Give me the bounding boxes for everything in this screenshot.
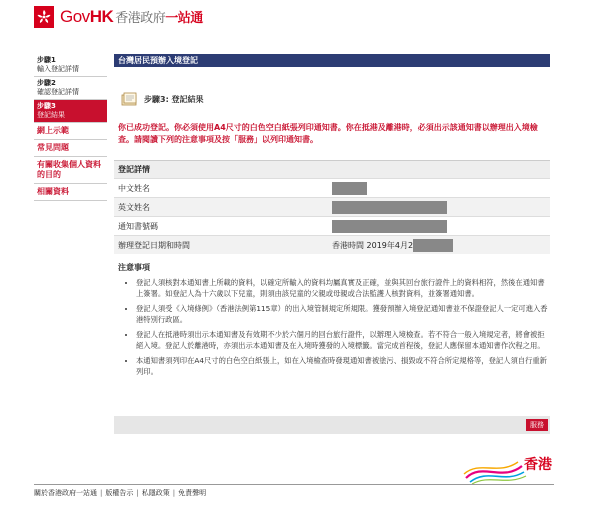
list-item: • 本通知書須列印在A4尺寸的白色空白紙張上，如在入境檢查時發現通知書被塗污、損毀或不符合所定規格等，登記人須自行重新列印。	[136, 355, 550, 377]
notes-section	[114, 262, 550, 381]
table-row	[114, 197, 550, 216]
footer-link-copyright[interactable]: 版權告示	[105, 489, 134, 497]
print-bar	[114, 416, 550, 434]
table-row	[114, 235, 550, 254]
document-icon	[120, 91, 140, 107]
list-item: • 登記人須核對本通知書上所載的資料，以確定所輸入的資料均屬真實及正確，並與其回台旅行證件上的資料相符，然後在通知書上簽署。如登記人為十六歲以下兒童，則須由該兒童的父親或母親或合法監護人核對資料，並簽署通知書。	[136, 277, 550, 299]
sidebar-step-2	[34, 77, 107, 100]
list-item: • 登記人須受《入境條例》（香港法例第115章）的出入境管制規定所規限。獲發預辦入境登記通知書並不保證登記人一定可進入香港特別行政區。	[136, 303, 550, 325]
step-title: 步驟3	[37, 102, 56, 110]
redacted-block	[413, 239, 453, 252]
step-heading-label: 步驟3: 登記結果	[144, 94, 204, 104]
footer	[34, 484, 554, 498]
sidebar-link-demo[interactable]: 網上示範	[34, 123, 107, 140]
step-label: 登記結果	[37, 111, 65, 119]
logo-zh2: 一站通	[165, 10, 203, 25]
sidebar-link-related-info[interactable]: 相關資料	[34, 184, 107, 201]
page-title: 台灣居民預辦入境登記	[114, 54, 550, 67]
row-label: 中文姓名	[118, 183, 150, 193]
divider: |	[136, 489, 139, 497]
step-label: 輸入登記詳情	[37, 65, 79, 73]
sidebar-link-faq[interactable]: 常見問題	[34, 140, 107, 157]
step-label: 確認登記詳情	[37, 88, 79, 96]
success-notice: 你已成功登記。你必須使用A4尺寸的白色空白紙張列印通知書。你在抵港及離港時，必須出示該通知書以辦理出入境檢查。請閱讀下列的注意事項及按「服務」以列印通知書。	[118, 123, 538, 144]
bauhinia-logo-icon[interactable]	[34, 6, 54, 28]
registration-details	[114, 160, 550, 254]
row-value	[332, 201, 550, 214]
footer-link-about[interactable]: 關於香港政府一站通	[34, 489, 97, 497]
logo-zh: 香港政府	[115, 10, 166, 25]
redacted-block	[332, 182, 367, 195]
divider: |	[172, 489, 176, 497]
row-label: 辦理登記日期和時間	[118, 240, 190, 250]
row-label: 英文姓名	[118, 202, 150, 212]
notes-list	[114, 277, 550, 377]
table-row	[114, 216, 550, 235]
sidebar-step-1	[34, 54, 107, 77]
row-value	[332, 182, 550, 195]
govhk-logo-text[interactable]	[60, 7, 203, 27]
list-item: • 登記人在抵港時須出示本通知書及有效期不少於六個月的回台旅行證件，以辦理入境檢查。若不符合一般入境規定者，將會被拒絕入境。登記人於離港時，亦須出示本通知書及在入境時獲發的入境標籤。當完成首程後，登記人應保留本通知書作次程之用。	[136, 329, 550, 351]
sidebar	[34, 54, 107, 201]
step-title: 步驟1	[37, 56, 56, 64]
site-header	[0, 0, 600, 38]
step-heading	[120, 91, 204, 107]
sidebar-step-3	[34, 100, 107, 123]
brand-text: 香港	[524, 457, 552, 473]
row-label: 通知書號碼	[118, 221, 158, 231]
main-content	[114, 54, 550, 429]
table-row	[114, 178, 550, 197]
datetime-text: 香港時間 2019年4月2	[332, 240, 414, 250]
redacted-block	[332, 220, 447, 233]
step-title: 步驟2	[37, 79, 56, 87]
footer-link-privacy[interactable]: 私隱政策	[141, 489, 170, 497]
sidebar-link-privacy-purpose[interactable]: 有關收集個人資料的目的	[34, 157, 107, 184]
registration-heading: 登記詳情	[114, 160, 550, 178]
row-value	[332, 220, 550, 233]
redacted-block	[332, 201, 447, 214]
brand-hong-kong-logo	[462, 452, 560, 486]
footer-link-disclaimer[interactable]: 免責聲明	[178, 489, 207, 497]
logo-hk: HK	[89, 7, 114, 26]
notes-heading: 注意事項	[118, 263, 150, 272]
print-button[interactable]: 服務	[526, 419, 548, 431]
logo-gov: Gov	[60, 7, 90, 26]
row-value	[332, 239, 550, 252]
divider: |	[100, 489, 103, 497]
